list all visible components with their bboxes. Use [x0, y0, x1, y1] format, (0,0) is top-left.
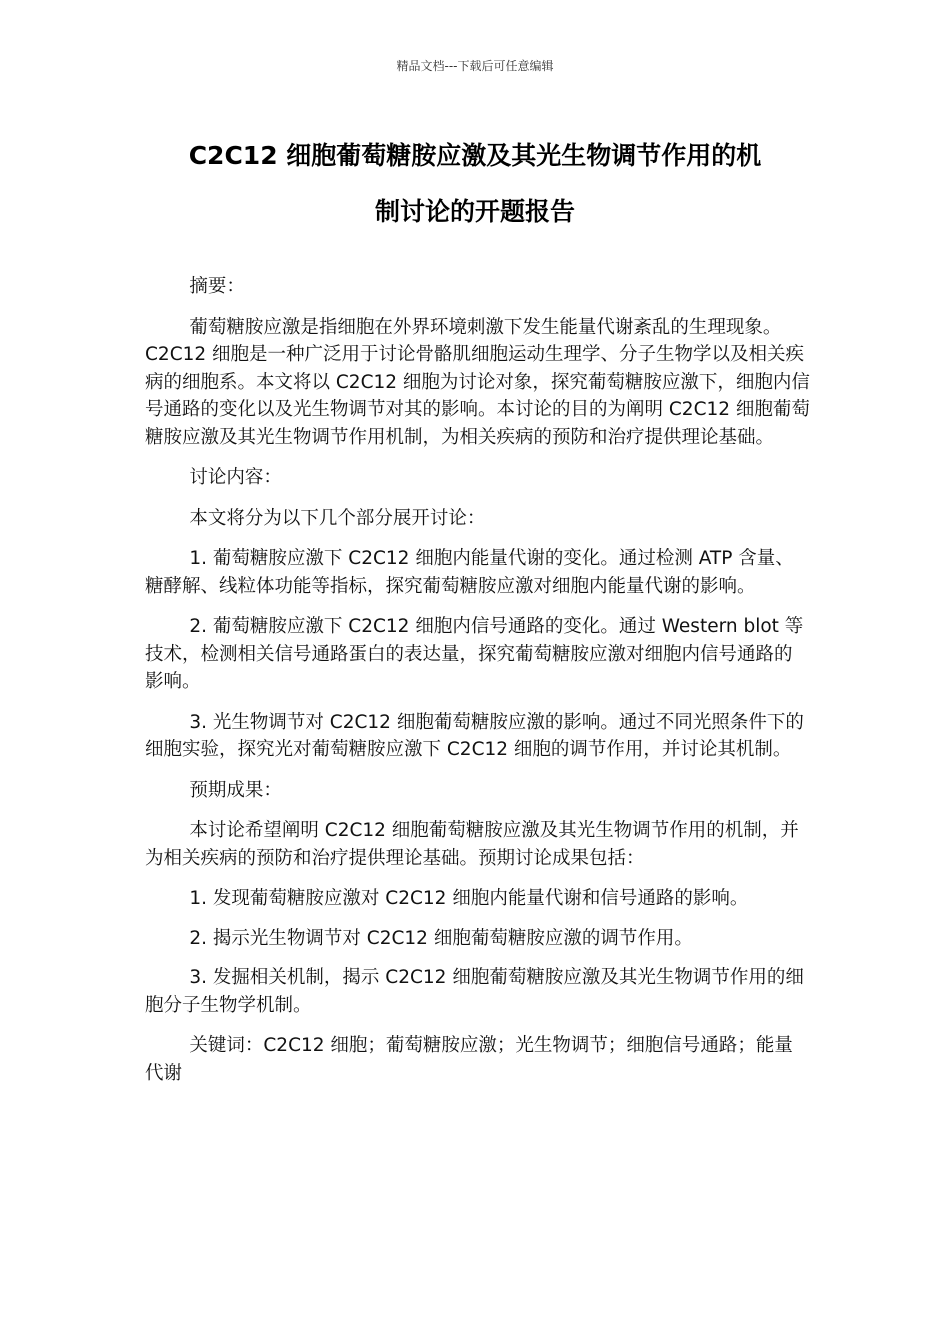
- abstract-paragraph: 葡萄糖胺应激是指细胞在外界环境刺激下发生能量代谢紊乱的生理现象。C2C12 细胞是一种广泛用于讨论骨骼肌细胞运动生理学、分子生物学以及相关疾病的细胞系。本文将以 C2C12 细胞为讨论对象，探究葡萄糖胺应激下，细胞内信号通路的变化以及光生物调节对其的影响。本讨论的目的为阐明 C2C12 细胞葡萄糖胺应激及其光生物调节作用机制，为相关疾病的预防和治疗提供理论基础。: [145, 316, 810, 448]
- expected-results-intro: 本讨论希望阐明 C2C12 细胞葡萄糖胺应激及其光生物调节作用的机制，并为相关疾病的预防和治疗提供理论基础。预期讨论成果包括：: [145, 820, 799, 869]
- result-item-1: 1. 发现葡萄糖胺应激对 C2C12 细胞内能量代谢和信号通路的影响。: [189, 888, 749, 909]
- content-heading: 讨论内容：: [189, 467, 282, 488]
- document-title-line-2: 制讨论的开题报告: [374, 197, 575, 226]
- keywords: 关键词：C2C12 细胞；葡萄糖胺应激；光生物调节；细胞信号通路；能量代谢: [145, 1035, 793, 1084]
- content-intro: 本文将分为以下几个部分展开讨论：: [189, 507, 486, 529]
- content-item-3: 3. 光生物调节对 C2C12 细胞葡萄糖胺应激的影响。通过不同光照条件下的细胞实验，探究光对葡萄糖胺应激下 C2C12 细胞的调节作用，并讨论其机制。: [145, 711, 804, 760]
- header-note: 精品文档---下载后可任意编辑: [396, 59, 554, 73]
- expected-results-heading: 预期成果：: [189, 779, 282, 801]
- document-title-line-1: C2C12 细胞葡萄糖胺应激及其光生物调节作用的机: [188, 141, 762, 170]
- result-item-3: 3. 发掘相关机制，揭示 C2C12 细胞葡萄糖胺应激及其光生物调节作用的细胞分子生物学机制。: [145, 967, 804, 1016]
- abstract-heading: 摘要：: [189, 276, 245, 297]
- result-item-2: 2. 揭示光生物调节对 C2C12 细胞葡萄糖胺应激的调节作用。: [189, 927, 693, 949]
- content-item-1: 1. 葡萄糖胺应激下 C2C12 细胞内能量代谢的变化。通过检测 ATP 含量、糖酵解、线粒体功能等指标，探究葡萄糖胺应激对细胞内能量代谢的影响。: [145, 548, 794, 597]
- document-body: [145, 273, 810, 1100]
- content-item-2: 2. 葡萄糖胺应激下 C2C12 细胞内信号通路的变化。通过 Western blot 等技术，检测相关信号通路蛋白的表达量，探究葡萄糖胺应激对细胞内信号通路的影响。: [145, 616, 804, 692]
